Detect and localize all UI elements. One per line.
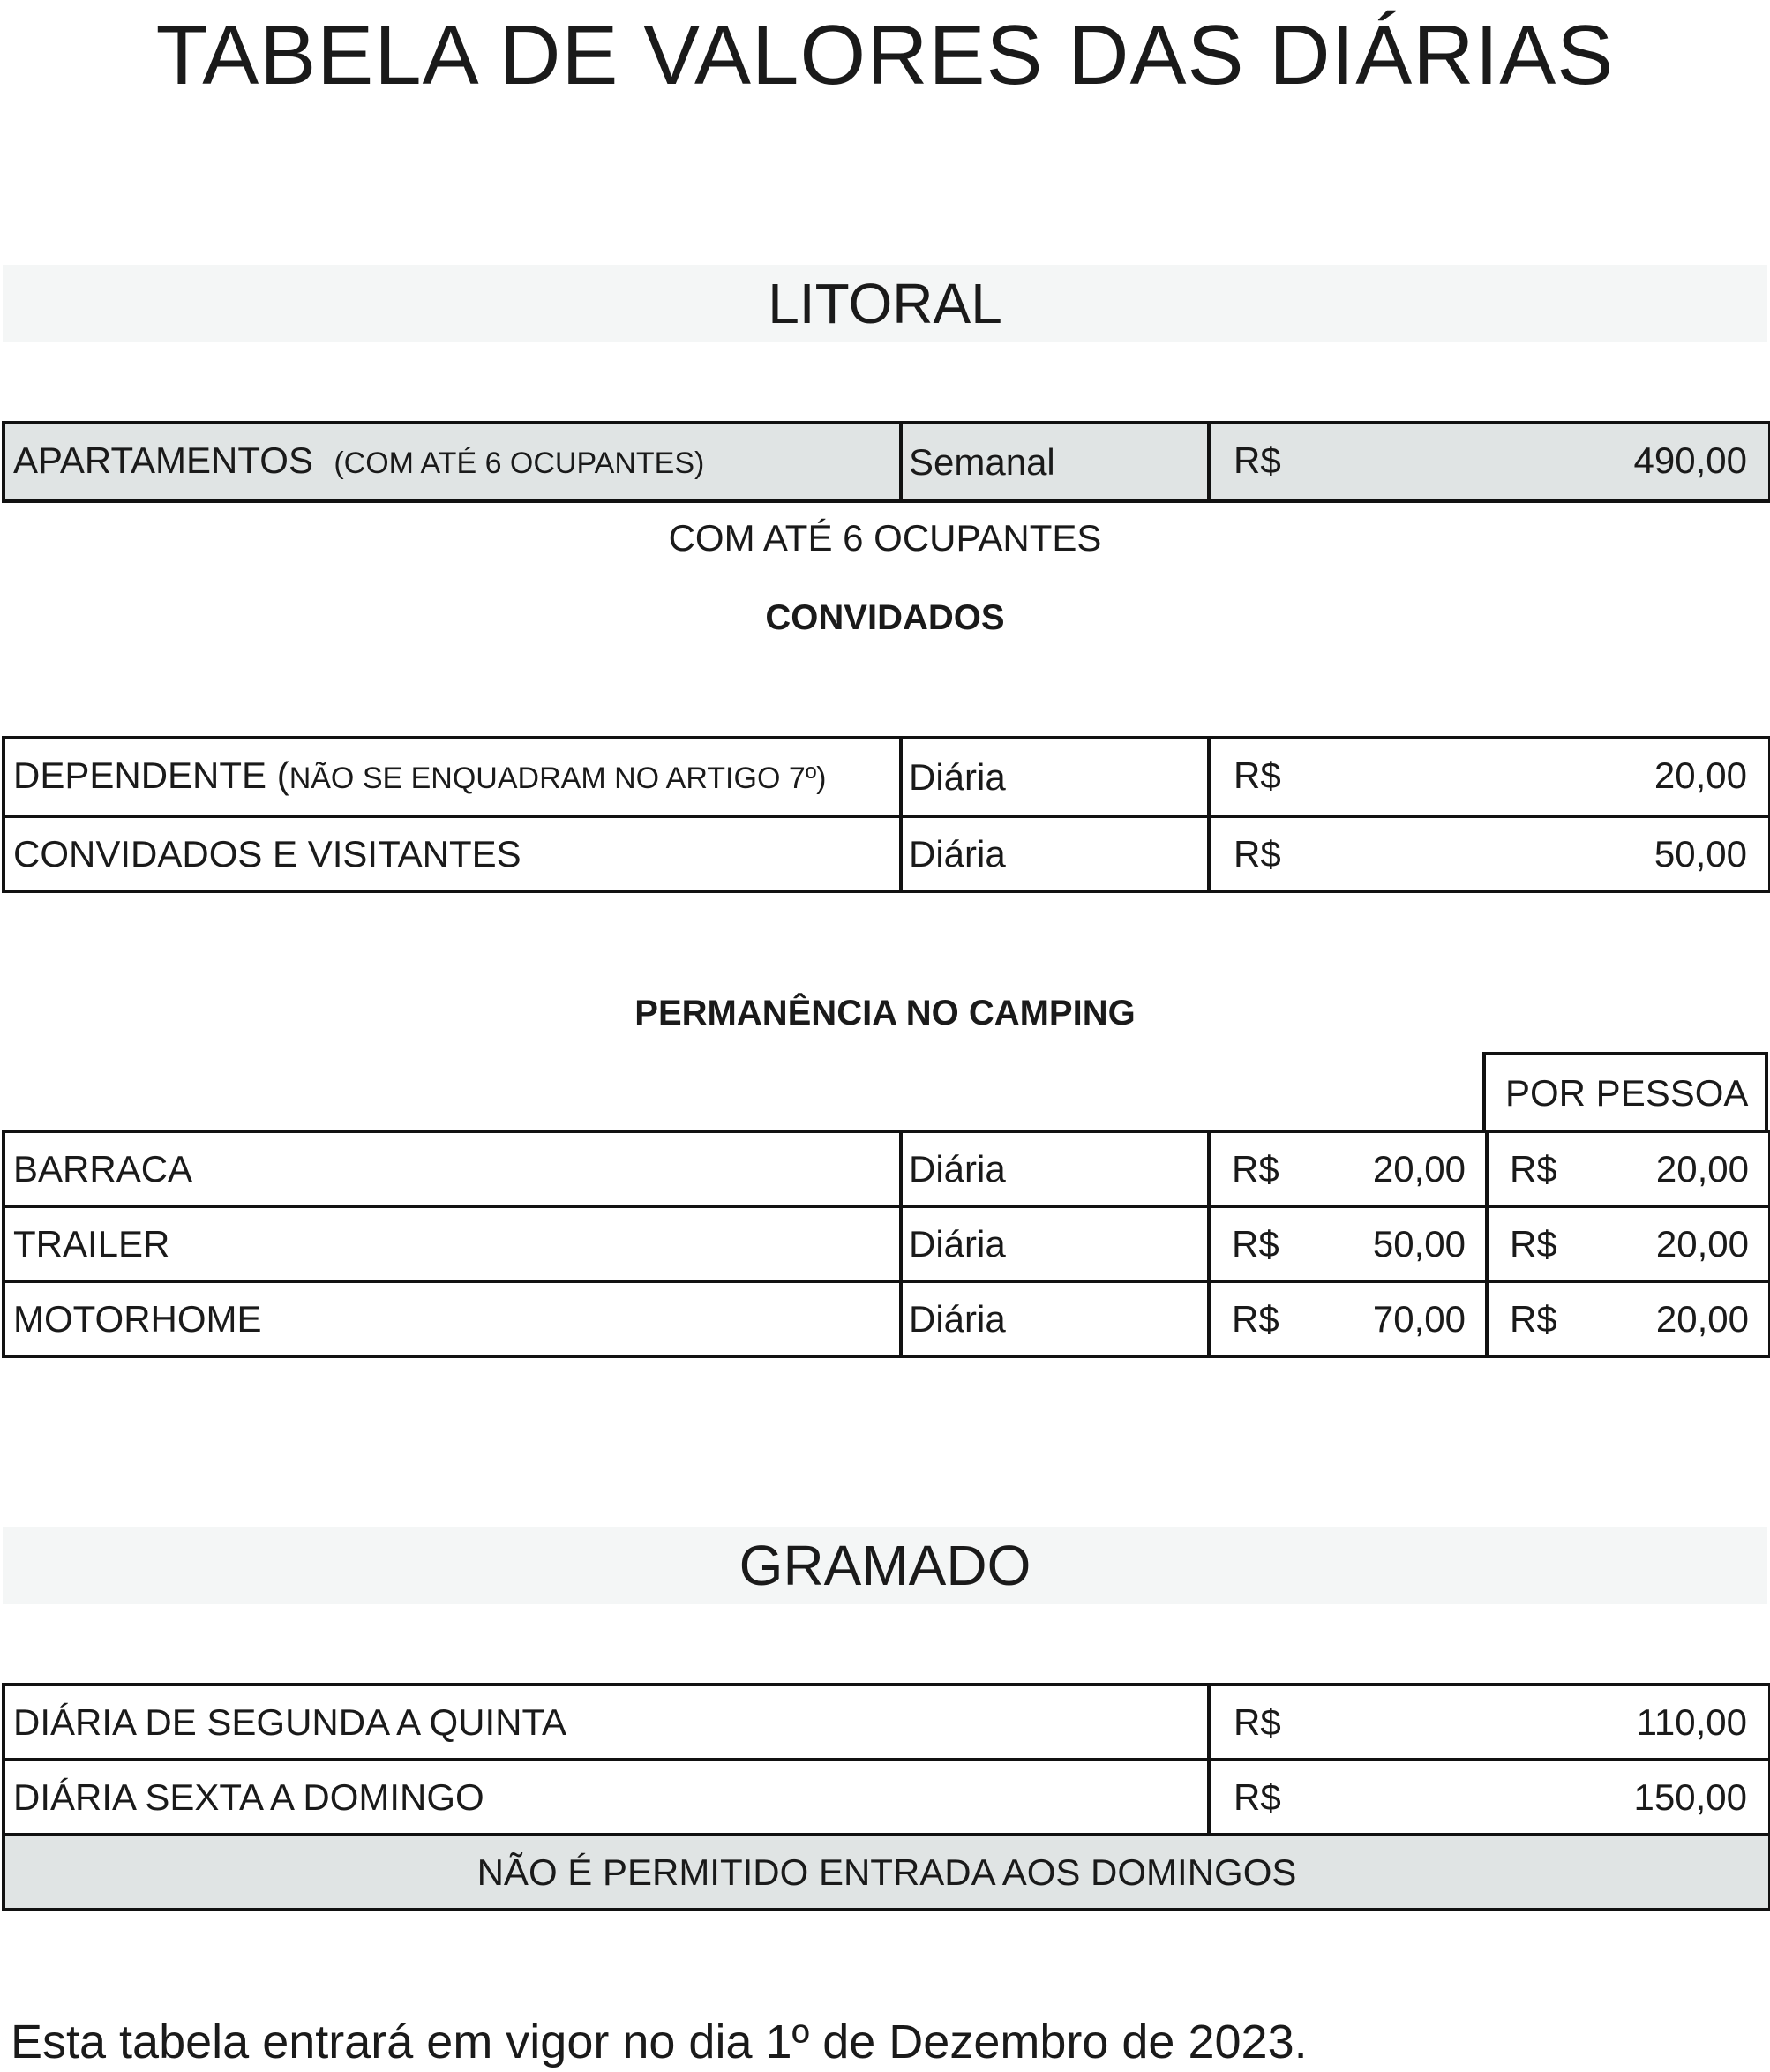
currency-symbol: R$	[1234, 833, 1281, 875]
row-label: TRAILER	[4, 1206, 901, 1281]
table-row	[4, 1131, 1770, 1206]
per-person-header: POR PESSOA	[1482, 1052, 1768, 1131]
row-price	[1209, 1685, 1770, 1760]
table-row	[4, 738, 1770, 816]
row-price	[1209, 1131, 1487, 1206]
row-label: DEPENDENTE (	[13, 754, 289, 796]
row-price	[1209, 1206, 1487, 1281]
currency-symbol: R$	[1234, 1776, 1281, 1818]
table-row	[4, 1281, 1770, 1356]
convidados-table	[2, 736, 1770, 893]
table-row	[4, 1206, 1770, 1281]
price-value: 20,00	[1655, 1223, 1749, 1265]
row-per-person-price	[1487, 1206, 1770, 1281]
row-label: CONVIDADOS E VISITANTES	[4, 816, 901, 891]
row-unit: Diária	[901, 1281, 1209, 1356]
camping-table	[2, 1130, 1770, 1358]
convidados-heading: CONVIDADOS	[765, 598, 1005, 637]
row-price	[1209, 738, 1770, 816]
row-label-cell	[4, 738, 901, 816]
row-label: DIÁRIA DE SEGUNDA A QUINTA	[4, 1685, 1209, 1760]
row-unit: Diária	[901, 1206, 1209, 1281]
row-unit: Diária	[901, 816, 1209, 891]
currency-symbol: R$	[1232, 1223, 1279, 1265]
price-value: 20,00	[1654, 754, 1747, 796]
currency-symbol: R$	[1232, 1298, 1279, 1340]
price-value: 20,00	[1372, 1148, 1466, 1190]
row-label: APARTAMENTOS	[13, 439, 313, 481]
occupants-note: COM ATÉ 6 OCUPANTES	[668, 517, 1102, 559]
price-value: 70,00	[1372, 1298, 1466, 1340]
row-price	[1209, 423, 1770, 501]
currency-symbol: R$	[1510, 1298, 1557, 1340]
row-label: MOTORHOME	[4, 1281, 901, 1356]
price-value: 490,00	[1633, 439, 1747, 481]
price-value: 50,00	[1654, 833, 1747, 875]
currency-symbol: R$	[1510, 1148, 1557, 1190]
page-title: TABELA DE VALORES DAS DIÁRIAS	[155, 8, 1615, 102]
currency-symbol: R$	[1234, 754, 1281, 796]
currency-symbol: R$	[1234, 439, 1281, 481]
table-row	[4, 1760, 1770, 1835]
apartamentos-table	[2, 421, 1770, 503]
table-row	[4, 1835, 1770, 1910]
row-per-person-price	[1487, 1131, 1770, 1206]
currency-symbol: R$	[1234, 1701, 1281, 1743]
row-label: DIÁRIA SEXTA A DOMINGO	[4, 1760, 1209, 1835]
footer-note: Esta tabela entrará em vigor no dia 1º de Dezembro de 2023.	[11, 2016, 1308, 2068]
section-heading-litoral: LITORAL	[3, 265, 1767, 342]
row-per-person-price	[1487, 1281, 1770, 1356]
row-price	[1209, 1760, 1770, 1835]
price-value: 20,00	[1655, 1148, 1749, 1190]
apartamentos-label-cell	[4, 423, 901, 501]
currency-symbol: R$	[1510, 1223, 1557, 1265]
row-price	[1209, 816, 1770, 891]
camping-heading: PERMANÊNCIA NO CAMPING	[634, 994, 1136, 1032]
row-unit: Semanal	[901, 423, 1209, 501]
row-price	[1209, 1281, 1487, 1356]
section-heading-gramado: GRAMADO	[3, 1527, 1767, 1604]
row-label-note: NÃO SE ENQUADRAM NO ARTIGO 7º)	[289, 762, 827, 795]
table-row	[4, 816, 1770, 891]
price-value: 150,00	[1633, 1776, 1747, 1818]
price-value: 20,00	[1655, 1298, 1749, 1340]
row-unit: Diária	[901, 738, 1209, 816]
table-row	[4, 1685, 1770, 1760]
table-row	[4, 423, 1770, 501]
price-value: 50,00	[1372, 1223, 1466, 1265]
currency-symbol: R$	[1232, 1148, 1279, 1190]
gramado-table	[2, 1683, 1770, 1911]
row-label: BARRACA	[4, 1131, 901, 1206]
row-label-note: (COM ATÉ 6 OCUPANTES)	[334, 447, 705, 480]
sunday-entry-note: NÃO É PERMITIDO ENTRADA AOS DOMINGOS	[4, 1835, 1770, 1910]
price-value: 110,00	[1636, 1701, 1747, 1743]
row-unit: Diária	[901, 1131, 1209, 1206]
